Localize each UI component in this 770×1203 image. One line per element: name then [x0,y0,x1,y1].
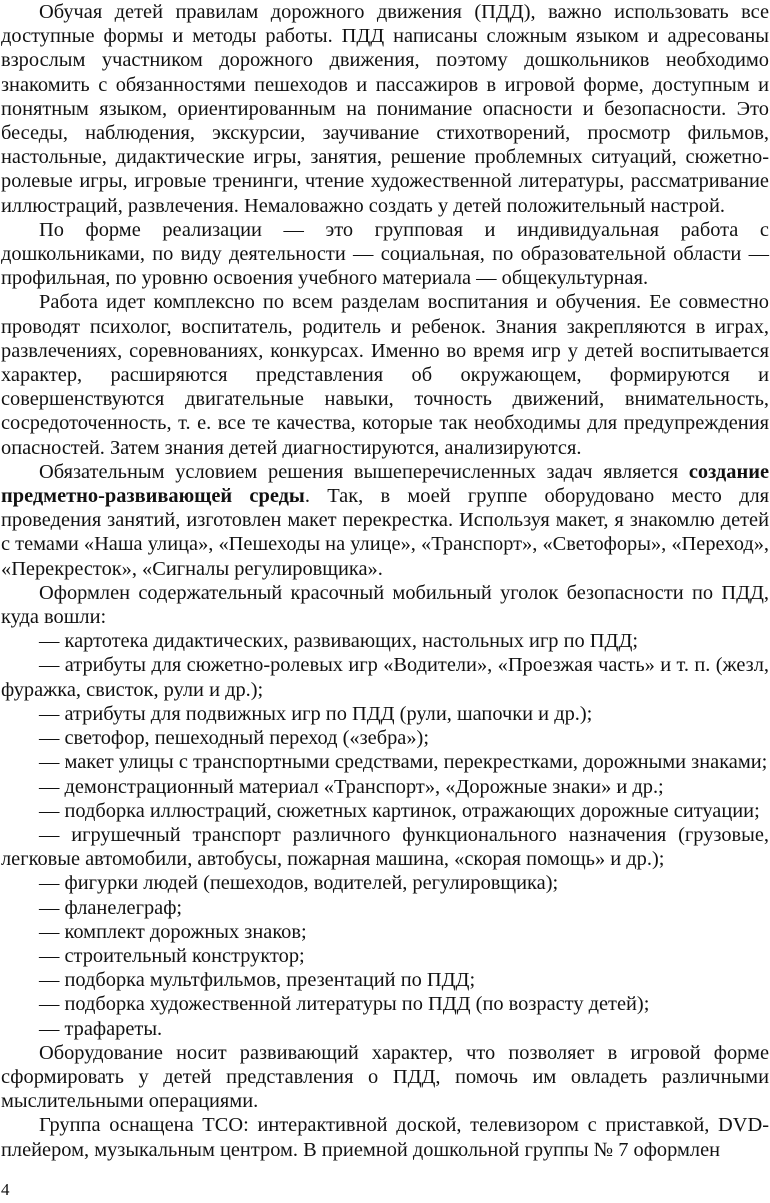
list-item: — строительный конструктор; [39,944,305,967]
paragraph-text: Работа идет комплексно по всем разделам воспитания и обучения. Ее совместно проводят психолог, воспитатель, родитель и ребенок. Знания закрепляются в играх, развлечениях, соревнованиях, конкурсах. Именно во время игр у детей воспитывается характер, расширяются представления об окружающем, формируются и совершенствуются двигательные навыки, точность движений, внимательность, сосредоточенность, т. е. все те качества, которые так необходимы для предупреждения опасностей. Затем знания детей диагностируются, анализируются. [1,291,769,459]
paragraph-corner [1,581,769,629]
paragraph-text: По форме реализации — это групповая и индивидуальная работа с дошкольниками, по виду деятельности — социальная, по образовательной области — профильная, по уровню освоения учебного материала — общекультурная. [1,218,769,290]
list-item: — подборка художественной литературы по ПДД (по возрасту детей); [39,993,650,1016]
list-item: — игрушечный транспорт различного функционального назначения (грузовые, легковые автомобили, автобусы, пожарная машина, «скорая помощь» и др.); [1,823,769,871]
paragraph-text: Группа оснащена ТСО: интерактивной доской, телевизором с приставкой, DVD-плейером, музыкальным центром. В приемной дошкольной группы № 7 оформлен [1,1114,769,1161]
document-body [1,0,769,1162]
paragraph-text: Оформлен содержательный красочный мобильный уголок безопасности по ПДД, куда вошли: [1,581,769,629]
paragraph-text: . Так, в моей группе оборудовано место для проведения занятий, изготовлен макет перекрестка. Используя макет, я знакомлю детей с темами «Наша улица», «Пешеходы на улице», «Транспорт», «Светофоры», «Переход», «Перекресток», «Сигналы регулировщика». [1,485,769,580]
list-item: — фланелеграф; [39,896,183,919]
list-item: — атрибуты для подвижных игр по ПДД (рули, шапочки и др.); [39,702,593,725]
paragraph-text: Обучая детей правилам дорожного движения (ПДД), важно использовать все доступные формы и методы работы. ПДД написаны сложным языком и адресованы взрослым участником дорожного движения, поэтому дошкольников необходимо знакомить с обязанностями пешеходов и пассажиров в игровой форме, доступным и понятным языком, ориентированным на понимание опасности и безопасности. Это беседы, наблюдения, экскурсии, заучивание стихотворений, просмотр фильмов, настольные, дидактические игры, занятия, решение проблемных ситуаций, сюжетно-ролевые игры, игровые тренинги, чтение художественной литературы, рассматривание иллюстраций, развлечения. Немаловажно создать у детей положительный настрой. [1,1,769,217]
paragraph-equipment [1,1041,769,1114]
list-item: — макет улицы с транспортными средствами, перекрестками, дорожными знаками; [39,751,768,774]
list-item: — трафареты. [39,1017,163,1040]
paragraph-forms [1,218,769,291]
list-item: — фигурки людей (пешеходов, водителей, регулировщика); [39,872,559,895]
paragraph-tso [1,1113,769,1161]
bold-phrase: создание предметно-развивающей среды [1,460,769,508]
list-item: — подборка иллюстраций, сюжетных картинок, отражающих дорожные ситуации; [39,799,760,822]
paragraph-text: Обязательным условием решения вышеперечисленных задач является [39,460,689,483]
paragraph-work [1,290,769,459]
list-item: — комплект дорожных знаков; [39,920,307,943]
list-item: — светофор, пешеходный переход («зебра»); [39,727,429,750]
list-item: — картотека дидактических, развивающих, настольных игр по ПДД; [39,630,639,653]
paragraph-text: Оборудование носит развивающий характер, что позволяет в игровой форме сформировать у детей представления о ПДД, помочь им овладеть различными мыслительными операциями. [1,1041,769,1113]
list-item: — атрибуты для сюжетно-ролевых игр «Водители», «Проезжая часть» и т. п. (жезл, фуражка, свисток, рули и др.); [1,654,769,701]
list-item: — подборка мультфильмов, презентаций по ПДД; [39,969,476,992]
paragraph-environment [1,460,769,581]
page-number: 4 [1,1180,10,1199]
list-item: — демонстрационный материал «Транспорт», «Дорожные знаки» и др.; [39,775,664,798]
paragraph-intro [1,0,769,218]
